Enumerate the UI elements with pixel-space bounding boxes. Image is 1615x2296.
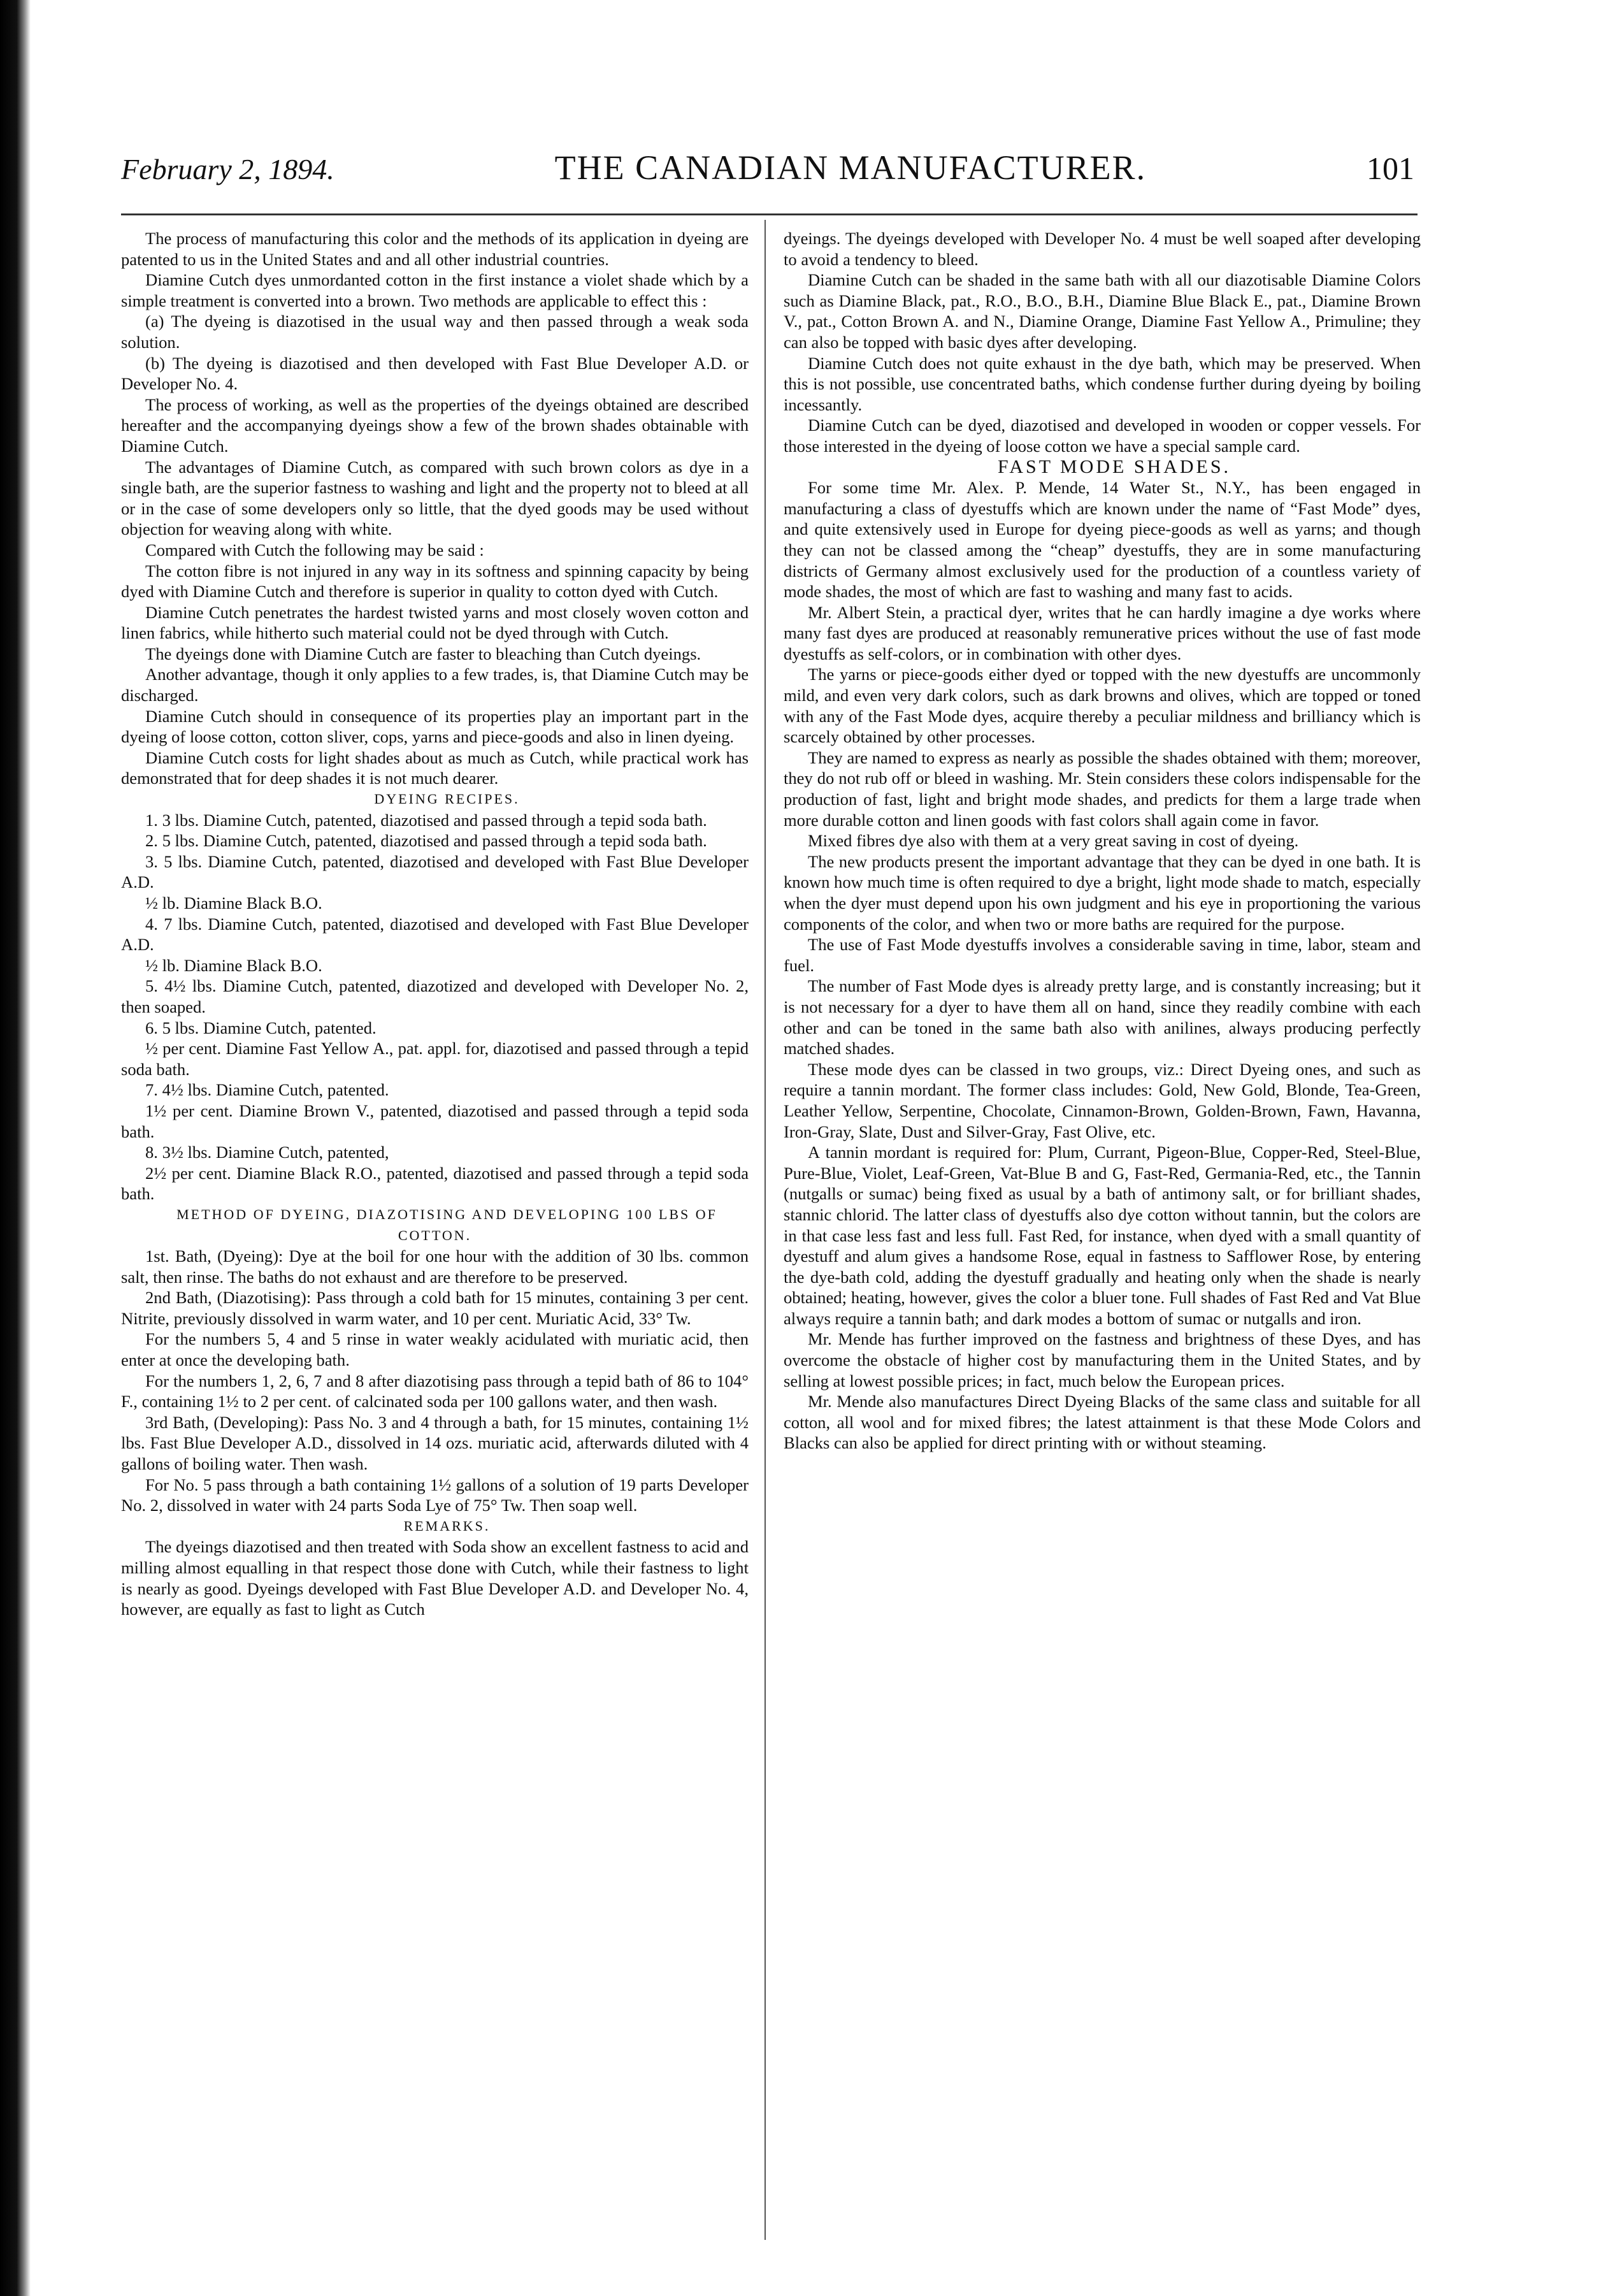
paragraph: 8. 3½ lbs. Diamine Cutch, patented,	[145, 1143, 389, 1162]
paragraph: The dyeings done with Diamine Cutch are faster to bleaching than Cutch dyeings.	[145, 644, 701, 663]
paragraph: For the numbers 5, 4 and 5 rinse in water weakly acidulated with muriatic acid, then enter at once the developing bath.	[121, 1329, 749, 1370]
paragraph: 1. 3 lbs. Diamine Cutch, patented, diazotised and passed through a tepid soda bath.	[145, 810, 707, 830]
header-rule	[121, 213, 1418, 215]
paragraph: For the numbers 1, 2, 6, 7 and 8 after diazotising pass through a tepid bath of 86 to 104° F., containing 1½ to 2 per cent. of calcinated soda per 100 gallons water, and then wash.	[121, 1371, 749, 1412]
paragraph: 2½ per cent. Diamine Black R.O., patented, diazotised and passed through a tepid soda bath.	[121, 1163, 749, 1204]
paragraph: Compared with Cutch the following may be said :	[145, 540, 484, 560]
paragraph: They are named to express as nearly as possible the shades obtained with them; moreover, they do not rub off or bleed in washing. Mr. Stein considers these colors indispensable for the production of fast, light and bright mode shades, and predicts for them a large trade when more durable cotton and linen goods with fast colors shall again come in favor.	[784, 747, 1421, 830]
paragraph: Diamine Cutch costs for light shades about as much as Cutch, while practical work has demonstrated that for deep shades it is not much dearer.	[121, 747, 749, 788]
paragraph: The new products present the important advantage that they can be dyed in one bath. It is known how much time is often required to dye a bright, light mode shade to match, especially when the dyer must depend upon his own judgment and his eye in proportioning the various components of the color, and when two or more baths are required for the purpose.	[784, 851, 1421, 934]
paragraph: ½ per cent. Diamine Fast Yellow A., pat. appl. for, diazotised and passed through a tepid soda bath.	[121, 1039, 749, 1079]
section-subheading: REMARKS.	[403, 1517, 491, 1534]
paragraph: dyeings. The dyeings developed with Developer No. 4 must be well soaped after developing to avoid a tendency to bleed.	[784, 229, 1421, 269]
paragraph: The number of Fast Mode dyes is already pretty large, and is constantly increasing; but it is not necessary for a dyer to have them all on hand, since they readily combine with each other and can be toned in the same bath also with anilines, always producing perfectly matched shades.	[784, 976, 1421, 1058]
paragraph: The use of Fast Mode dyestuffs involves a considerable saving in time, labor, steam and fuel.	[784, 935, 1421, 975]
paragraph: 2nd Bath, (Diazotising): Pass through a cold bath for 15 minutes, containing 3 per cent. Nitrite, previously dissolved in warm water, and 10 per cent. Muriatic Acid, 33° Tw.	[121, 1288, 749, 1328]
paragraph: Mr. Albert Stein, a practical dyer, writes that he can hardly imagine a dye works where many fast dyes are produced at reasonably remunerative prices without the use of fast mode dyestuffs as self-colors, or in combination with other dyes.	[784, 602, 1421, 663]
paragraph: 5. 4½ lbs. Diamine Cutch, patented, diazotized and developed with Developer No. 2, then soaped.	[121, 976, 749, 1016]
paragraph: (b) The dyeing is diazotised and then developed with Fast Blue Developer A.D. or Developer No. 4.	[121, 353, 749, 394]
paragraph: The yarns or piece-goods either dyed or topped with the new dyestuffs are uncommonly mild, and even very dark colors, such as dark browns and olives, which are topped or toned with any of the Fast Mode dyes, acquire thereby a peculiar mildness and brilliancy which is scarcely obtained by other processes.	[784, 665, 1421, 747]
page-number: 101	[1367, 150, 1414, 186]
right-column	[784, 228, 1421, 2235]
paragraph: The advantages of Diamine Cutch, as compared with such brown colors as dye in a single bath, are the superior fastness to washing and light and the property not to bleed at all or in the case of some developers only so little, that the dyed goods may be used without objection for weaving along with white.	[121, 457, 749, 539]
paragraph: For No. 5 pass through a bath containing 1½ gallons of a solution of 19 parts Developer No. 2, dissolved in water with 24 parts Soda Lye of 75° Tw. Then soap well.	[121, 1475, 749, 1515]
column-divider	[764, 220, 766, 2240]
paragraph: Diamine Cutch does not quite exhaust in the dye bath, which may be preserved. When this is not possible, use concentrated baths, which condense further during dyeing by boiling incessantly.	[784, 353, 1421, 414]
paragraph: Diamine Cutch dyes unmordanted cotton in the first instance a violet shade which by a simple treatment is converted into a brown. Two methods are applicable to effect this :	[121, 270, 749, 310]
paragraph: 3rd Bath, (Developing): Pass No. 3 and 4 through a bath, for 15 minutes, containing 1½ lbs. Fast Blue Developer A.D., dissolved in 14 ozs. muriatic acid, afterwards diluted with 4 gallons of boiling water. Then wash.	[121, 1412, 749, 1474]
left-column	[121, 228, 749, 2235]
paragraph: 7. 4½ lbs. Diamine Cutch, patented.	[145, 1080, 389, 1100]
paragraph: 4. 7 lbs. Diamine Cutch, patented, diazotised and developed with Fast Blue Developer A.D.	[121, 914, 749, 955]
paragraph: 1st. Bath, (Dyeing): Dye at the boil for one hour with the addition of 30 lbs. common salt, then rinse. The baths do not exhaust and are therefore to be preserved.	[121, 1246, 749, 1287]
paragraph: Mixed fibres dye also with them at a very great saving in cost of dyeing.	[808, 831, 1299, 851]
paragraph: Diamine Cutch penetrates the hardest twisted yarns and most closely woven cotton and linen fabrics, while hitherto such material could not be dyed through with Cutch.	[121, 602, 749, 643]
paragraph: The cotton fibre is not injured in any way in its softness and spinning capacity by being dyed with Diamine Cutch and therefore is superior in quality to cotton dyed with Cutch.	[121, 561, 749, 602]
section-subheading: METHOD OF DYEING, DIAZOTISING AND DEVELOPING 100 LBS OF COTTON.	[176, 1206, 717, 1243]
paragraph: Diamine Cutch should in consequence of its properties play an important part in the dyeing of loose cotton, cotton sliver, cops, yarns and piece-goods and also in linen dyeing.	[121, 706, 749, 747]
paragraph: Mr. Mende also manufactures Direct Dyeing Blacks of the same class and suitable for all cotton, all wool and for mixed fibres; the latest attainment is that these Mode Colors and Blacks can also be applied for direct printing with or without steaming.	[784, 1392, 1421, 1453]
page-header	[121, 148, 1414, 199]
paragraph: ½ lb. Diamine Black B.O.	[145, 893, 322, 913]
article-title: FAST MODE SHADES.	[997, 456, 1231, 477]
paragraph: The process of working, as well as the properties of the dyeings obtained are described hereafter and the accompanying dyeings show a few of the brown shades obtainable with Diamine Cutch.	[121, 394, 749, 456]
paragraph: A tannin mordant is required for: Plum, Currant, Pigeon-Blue, Copper-Red, Steel-Blue, Pure-Blue, Violet, Leaf-Green, Vat-Blue B and G, Fast-Red, Germania-Red, etc., the Tannin (nutgalls or sumac) being fixed as usual by a bath of antimony salt, or for brilliant shades, stannic chlorid. The latter class of dyestuffs also dye cotton without tannin, but the colors are in that case less fast and less full. Fast Red, for instance, when dyed with a small quantity of dyestuff and alum gives a handsome Rose, equal in fastness to Safflower Rose, by entering the dye-bath cold, adding the dyestuff gradually and heating only when the shade is nearly obtained; heating, however, gives the color a bluer tone. Full shades of Fast Red and Vat Blue always require a tannin bath; and dark modes a bottom of sumac or nutgalls and iron.	[784, 1143, 1421, 1328]
paragraph: Another advantage, though it only applies to a few trades, is, that Diamine Cutch may be discharged.	[121, 665, 749, 705]
paragraph: For some time Mr. Alex. P. Mende, 14 Water St., N.Y., has been engaged in manufacturing a class of dyestuffs which are known under the name of “Fast Mode” dyes, and quite extensively used in Europe for dyeing piece-goods as well as yarns; and though they can not be classed among the “cheap” dyestuffs, they are in some manufacturing districts of Germany almost exclusively used for the production of a countless variety of mode shades, the most of which are fast to washing and many fast to acids.	[784, 478, 1421, 602]
paragraph: (a) The dyeing is diazotised in the usual way and then passed through a weak soda solution.	[121, 312, 749, 352]
section-subheading: DYEING RECIPES.	[374, 791, 520, 807]
paragraph: 1½ per cent. Diamine Brown V., patented, diazotised and passed through a tepid soda bath.	[121, 1101, 749, 1141]
paragraph: The process of manufacturing this color and the methods of its application in dyeing are patented to us in the United States and and all other industrial countries.	[121, 229, 749, 269]
paragraph: ½ lb. Diamine Black B.O.	[145, 955, 322, 975]
paragraph: Diamine Cutch can be shaded in the same bath with all our diazotisable Diamine Colors such as Diamine Black, pat., R.O., B.O., B.H., Diamine Blue Black E., pat., Diamine Brown V., pat., Cotton Brown A. and N., Diamine Orange, Diamine Fast Yellow A., Primuline; they can also be topped with basic dyes after developing.	[784, 270, 1421, 352]
publication-title: THE CANADIAN MANUFACTURER.	[554, 148, 1147, 187]
paragraph: 6. 5 lbs. Diamine Cutch, patented.	[145, 1018, 377, 1037]
issue-date: February 2, 1894.	[121, 153, 334, 185]
paragraph: Mr. Mende has further improved on the fastness and brightness of these Dyes, and has overcome the obstacle of higher cost by manufacturing them in the United States, and by selling at lowest possible prices; in fact, much below the European prices.	[784, 1329, 1421, 1390]
paragraph: 3. 5 lbs. Diamine Cutch, patented, diazotised and developed with Fast Blue Developer A.D.	[121, 851, 749, 892]
paragraph: Diamine Cutch can be dyed, diazotised and developed in wooden or copper vessels. For those interested in the dyeing of loose cotton we have a special sample card.	[784, 415, 1421, 456]
paragraph: 2. 5 lbs. Diamine Cutch, patented, diazotised and passed through a tepid soda bath.	[145, 831, 707, 851]
paragraph: The dyeings diazotised and then treated with Soda show an excellent fastness to acid and milling almost equalling in that respect those done with Cutch, while their fastness to light is nearly as good. Dyeings developed with Fast Blue Developer A.D. and Developer No. 4, however, are equally as fast to light as Cutch	[121, 1537, 749, 1619]
paragraph: These mode dyes can be classed in two groups, viz.: Direct Dyeing ones, and such as require a tannin mordant. The former class includes: Gold, New Gold, Blonde, Tea-Green, Leather Yellow, Serpentine, Chocolate, Cinnamon-Brown, Golden-Brown, Fawn, Havanna, Iron-Gray, Slate, Dust and Silver-Gray, Fast Olive, etc.	[784, 1059, 1421, 1141]
binding-edge	[0, 0, 31, 2296]
